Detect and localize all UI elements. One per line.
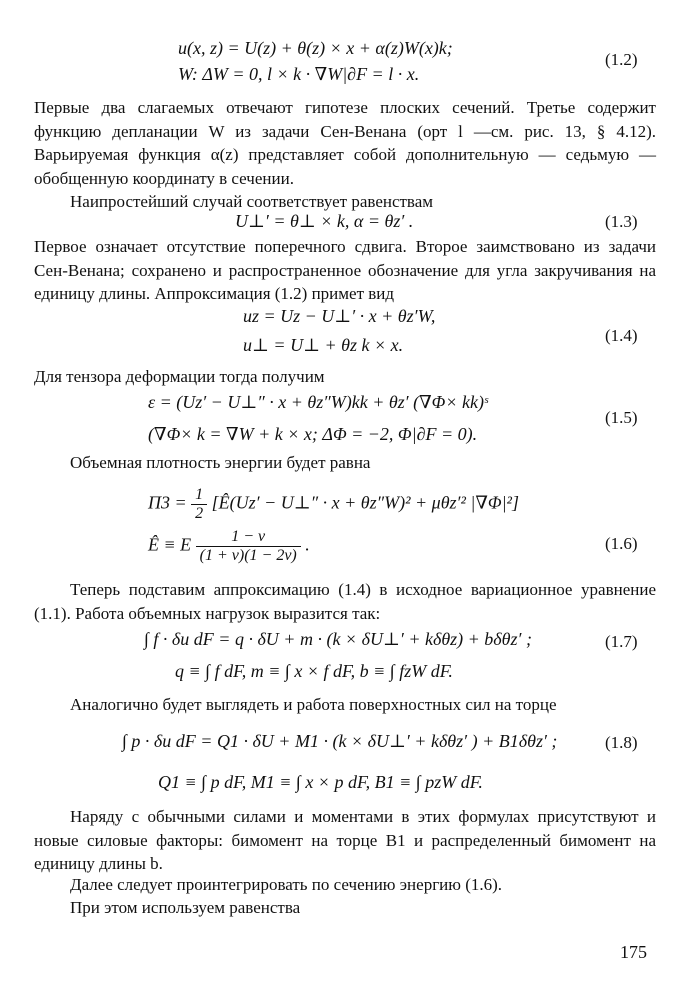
equation-1-6-lhs: Π3 =	[148, 492, 187, 513]
equation-1-4-line2: u⊥ = U⊥ + θz k × x.	[243, 335, 404, 355]
paragraph-5: Объемная плотность энергии будет равна	[70, 453, 371, 472]
paragraph-3: Первое означает отсутствие поперечного сдвига. Второе заимствовано из задачи Сен-Венана; сохранено и распространенное обозначение для угла закручивания на единицу длины. Аппроксимация (1.2) примет вид	[34, 237, 656, 304]
fraction-denominator: (1 + ν)(1 − 2ν)	[199, 547, 297, 564]
equation-1-6-number: (1.6)	[605, 534, 638, 553]
paragraph-9: Далее следует проинтегрировать по сечению энергию (1.6).	[70, 875, 503, 894]
fraction-one-half	[191, 486, 207, 523]
equation-1-7-number: (1.7)	[605, 632, 638, 651]
equation-1-5-number: (1.5)	[605, 408, 638, 427]
page-number: 175	[620, 942, 647, 962]
equation-1-6-period: .	[305, 534, 310, 555]
equation-1-8-number: (1.8)	[605, 733, 638, 752]
fraction-numerator: 1	[191, 486, 207, 505]
equation-1-5-line1: ε = (Uz′ − U⊥″ · x + θz″W)kk + θz′ (∇Φ× kk)ˢ	[148, 392, 488, 412]
paragraph-4: Для тензора деформации тогда получим	[34, 367, 325, 386]
equation-1-6-rhs: [Ê(Uz′ − U⊥″ · x + θz″W)² + μθz′² |∇Φ|²]	[211, 492, 519, 513]
equation-1-8-line2: Q1 ≡ ∫ p dF, M1 ≡ ∫ x × p dF, B1 ≡ ∫ pzW dF.	[158, 772, 483, 792]
fraction-denominator: 2	[195, 505, 204, 522]
equation-1-4-line1: uz = Uz − U⊥′ · x + θz′W,	[243, 306, 436, 326]
paragraph-6: Теперь подставим аппроксимацию (1.4) в исходное вариационное уравнение (1.1). Работа объемных нагрузок выразится так:	[34, 580, 656, 623]
fraction-numerator: 1 − ν	[196, 528, 301, 547]
equation-1-6-line1	[148, 486, 519, 523]
equation-1-6-line2	[148, 528, 310, 565]
paragraph-1: Первые два слагаемых отвечают гипотезе плоских сечений. Третье содержит функцию депланации W из задачи Сен-Венана (орт l —см. рис. 13, § 4.12). Варьируемая функция α(z) представляет собой дополнительную — седьмую — обобщенную координату в сечении.	[34, 98, 656, 188]
paragraph-10: При этом используем равенства	[70, 898, 301, 917]
equation-1-6-e-hat: Ê ≡ E	[148, 534, 192, 555]
equation-1-2-number: (1.2)	[605, 50, 638, 69]
equation-1-7-line1: ∫ f · δu dF = q · δU + m · (k × δU⊥′ + kδθz) + bδθz′ ;	[144, 629, 532, 649]
equation-1-8-line1: ∫ p · δu dF = Q1 · δU + M1 · (k × δU⊥′ + kδθz′ ) + B1δθz′ ;	[122, 731, 558, 751]
equation-1-7-line2: q ≡ ∫ f dF, m ≡ ∫ x × f dF, b ≡ ∫ fzW dF.	[175, 661, 453, 681]
fraction-elastic-modulus	[196, 528, 301, 565]
equation-1-2-line1: u(x, z) = U(z) + θ(z) × x + α(z)W(x)k;	[178, 38, 453, 58]
equation-1-2-line2: W: ΔW = 0, l × k · ∇W|∂F = l · x.	[178, 64, 420, 84]
paragraph-2: Наипростейший случай соответствует равенствам	[70, 192, 434, 211]
paragraph-8: Наряду с обычными силами и моментами в этих формулах присутствуют и новые силовые факторы: бимомент на торце B1 и распределенный бимомент на единицу длины b.	[34, 807, 656, 874]
equation-1-3: U⊥′ = θ⊥ × k, α = θz′ .	[235, 211, 414, 231]
equation-1-5-line2: (∇Φ× k = ∇W + k × x; ΔΦ = −2, Φ|∂F = 0).	[148, 424, 478, 444]
equation-1-3-number: (1.3)	[605, 212, 638, 231]
equation-1-4-number: (1.4)	[605, 326, 638, 345]
paragraph-7: Аналогично будет выглядеть и работа поверхностных сил на торце	[70, 695, 557, 714]
